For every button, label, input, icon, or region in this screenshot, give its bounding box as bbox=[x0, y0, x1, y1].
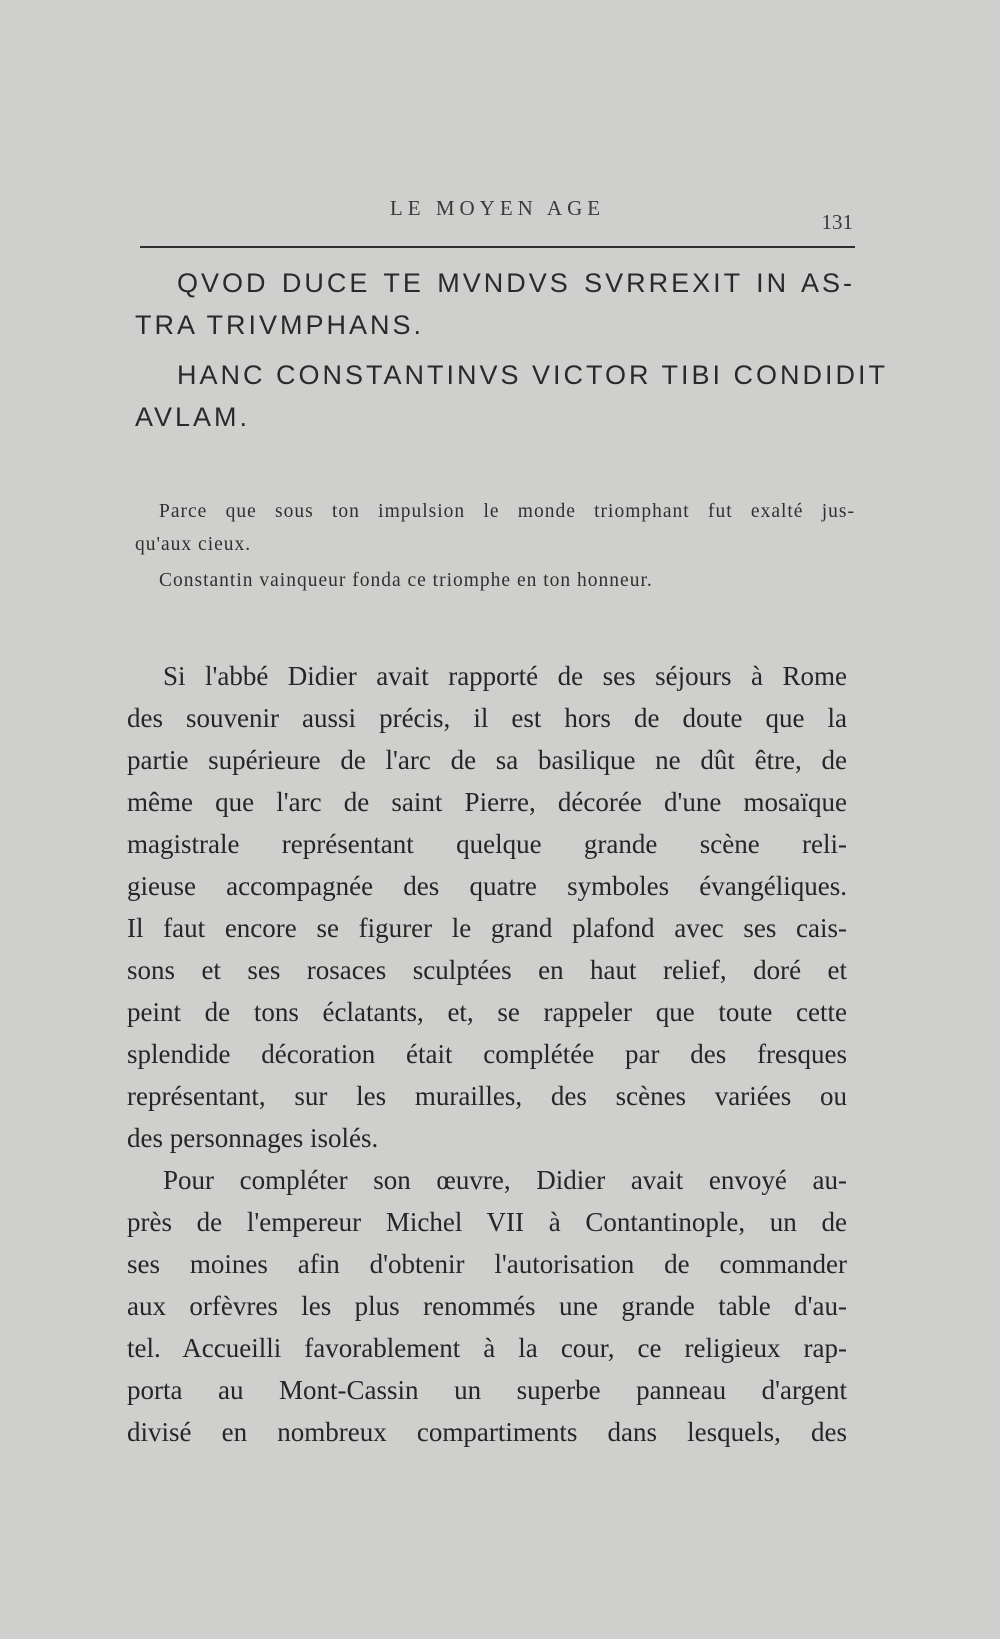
paragraph-line: même que l'arc de saint Pierre, décorée d'une mosaïque bbox=[127, 787, 847, 817]
paragraph-line: Pour compléter son œuvre, Didier avait envoyé au- bbox=[163, 1165, 847, 1195]
paragraph-line: tel. Accueilli favorablement à la cour, ce religieux rap- bbox=[127, 1333, 847, 1363]
running-title: LE MOYEN AGE bbox=[389, 196, 606, 220]
translation-line: qu'aux cieux. bbox=[135, 534, 252, 555]
translation-line: Parce que sous ton impulsion le monde triomphant fut exalté jus- bbox=[159, 501, 855, 522]
page-number: 131 bbox=[821, 210, 853, 234]
paragraph-line: aux orfèvres les plus renommés une grande table d'au- bbox=[127, 1291, 847, 1321]
paragraph-line: ses moines afin d'obtenir l'autorisation de commander bbox=[127, 1249, 847, 1279]
paragraph-line: partie supérieure de l'arc de sa basilique ne dût être, de bbox=[127, 745, 847, 775]
paragraph-line: sons et ses rosaces sculptées en haut relief, doré et bbox=[127, 955, 847, 985]
paragraph-line: Si l'abbé Didier avait rapporté de ses séjours à Rome bbox=[163, 661, 847, 691]
paragraph-line: Il faut encore se figurer le grand plafond avec ses cais- bbox=[127, 913, 847, 943]
paragraph-1 bbox=[127, 655, 847, 1159]
paragraph-line: magistrale représentant quelque grande scène reli- bbox=[127, 829, 847, 859]
french-translation bbox=[135, 495, 855, 597]
inscription-line: AVLAM. bbox=[135, 402, 251, 432]
latin-inscription bbox=[135, 354, 889, 438]
header-rule bbox=[140, 246, 855, 248]
paragraph-line: représentant, sur les murailles, des scènes variées ou bbox=[127, 1081, 847, 1111]
paragraph-line: splendide décoration était complétée par des fresques bbox=[127, 1039, 847, 1069]
paragraph-2 bbox=[127, 1159, 847, 1453]
paragraph-line: des souvenir aussi précis, il est hors de doute que la bbox=[127, 703, 847, 733]
inscription-line: HANC CONSTANTINVS VICTOR TIBI CONDIDIT bbox=[177, 360, 889, 390]
paragraph-line: porta au Mont-Cassin un superbe panneau d'argent bbox=[127, 1375, 847, 1405]
inscription-line: QVOD DUCE TE MVNDVS SVRREXIT IN AS- bbox=[177, 268, 855, 298]
paragraph-line: peint de tons éclatants, et, se rappeler que toute cette bbox=[127, 997, 847, 1027]
paragraph-line: près de l'empereur Michel VII à Contantinople, un de bbox=[127, 1207, 847, 1237]
page-header bbox=[140, 196, 855, 236]
latin-inscription bbox=[135, 262, 855, 346]
inscription-line: TRA TRIVMPHANS. bbox=[135, 310, 425, 340]
paragraph-line: gieuse accompagnée des quatre symboles évangéliques. bbox=[127, 871, 847, 901]
paragraph-line: des personnages isolés. bbox=[127, 1123, 379, 1153]
translation-line: Constantin vainqueur fonda ce triomphe en ton honneur. bbox=[159, 570, 653, 591]
paragraph-line: divisé en nombreux compartiments dans lesquels, des bbox=[127, 1417, 847, 1447]
